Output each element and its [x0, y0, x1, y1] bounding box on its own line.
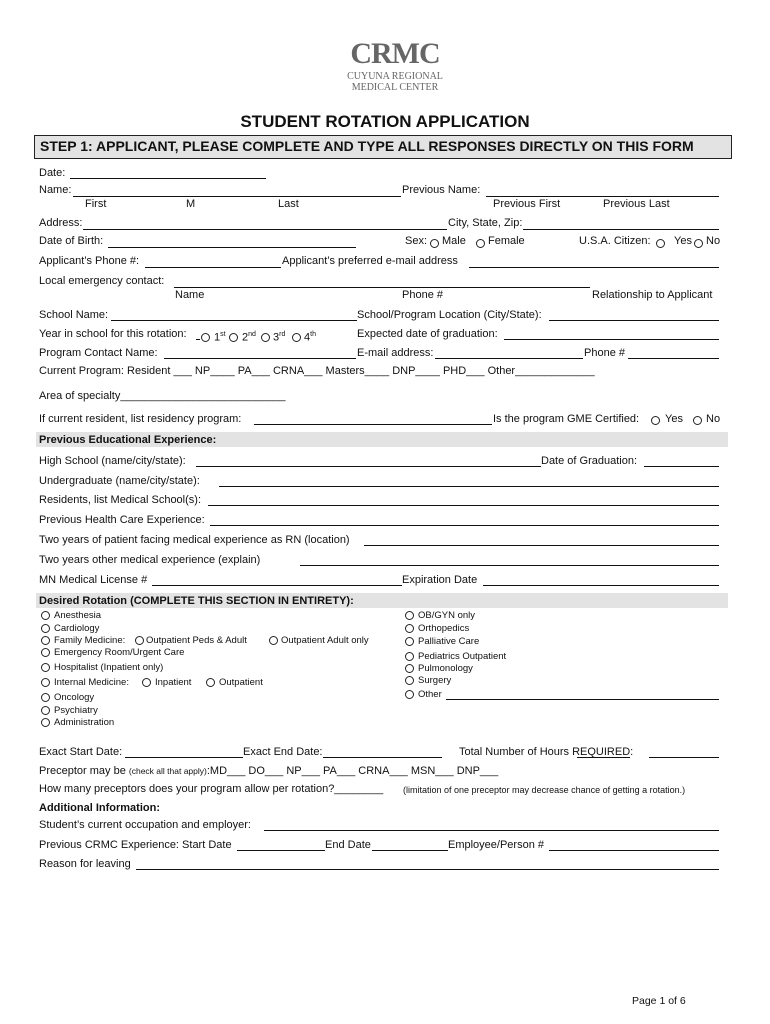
prev-last-caption: Previous Last: [603, 198, 670, 210]
rotation-option-label: Family Medicine:: [54, 635, 126, 646]
prev-crmc-end-field[interactable]: [372, 850, 448, 851]
rotation-option-label: Administration: [54, 717, 115, 728]
rotation-option-radio[interactable]: [41, 706, 50, 715]
female-label: Female: [488, 235, 525, 247]
hs-grad-field[interactable]: [644, 466, 719, 467]
occupation-field[interactable]: [264, 830, 719, 831]
desired-heading: Desired Rotation (COMPLETE THIS SECTION IN ENTIRETY):: [39, 595, 354, 607]
city-field[interactable]: [523, 229, 719, 230]
citizen-label: U.S.A. Citizen:: [579, 235, 651, 247]
license-field[interactable]: [152, 585, 402, 586]
hours-label: Total Number of Hours REQUIRED:: [459, 746, 634, 758]
first-caption: First: [85, 198, 107, 210]
start-date-field[interactable]: [125, 757, 243, 758]
logo-name: CRMC: [350, 37, 440, 70]
school-loc-field[interactable]: [549, 320, 719, 321]
male-label: Male: [442, 235, 466, 247]
preceptor-line[interactable]: [39, 765, 498, 778]
name-field[interactable]: [73, 196, 401, 197]
contact-email-field[interactable]: [435, 358, 583, 359]
how-many-label[interactable]: How many preceptors does your program allow per rotation?________: [39, 783, 384, 795]
current-program[interactable]: Current Program: Resident ___ NP____ PA___ CRNA___ Masters____ DNP____ PHD___ Other_____________: [39, 365, 595, 377]
other-exp-label: Two years other medical experience (explain): [39, 554, 261, 566]
m-caption: M: [186, 198, 196, 210]
last-caption: Last: [278, 198, 299, 210]
med-school-field[interactable]: [208, 505, 719, 506]
expiration-field[interactable]: [483, 585, 719, 586]
contact-phone-field[interactable]: [628, 358, 719, 359]
prev-crmc-start-field[interactable]: [237, 850, 325, 851]
rotation-option-label: Other: [418, 689, 442, 700]
prev-ed-heading: Previous Educational Experience:: [39, 434, 217, 446]
grad-label: Expected date of graduation:: [357, 328, 498, 340]
rotation-option-radio[interactable]: [41, 663, 50, 672]
dob-field[interactable]: [108, 247, 356, 248]
year-line: [196, 339, 200, 340]
rotation-option-radio[interactable]: [41, 636, 50, 645]
hs-grad-label: Date of Graduation:: [541, 455, 638, 467]
fm-outpatient-adult-label: Outpatient Adult only: [281, 635, 369, 646]
rotation-option-label: Orthopedics: [418, 623, 470, 634]
other-rotation-field[interactable]: [446, 699, 719, 700]
contact-email-label: E-mail address:: [357, 347, 434, 359]
rotation-option-radio[interactable]: [41, 648, 50, 657]
med-school-label: Residents, list Medical School(s):: [39, 494, 202, 506]
rotation-option-label: Pediatrics Outpatient: [418, 651, 507, 662]
specialty-field[interactable]: Area of specialty___________________________: [39, 390, 286, 402]
rotation-option-radio[interactable]: [41, 693, 50, 702]
check-all-note: (check all that apply): [128, 766, 207, 776]
date-label: Date:: [39, 167, 66, 179]
rotation-option-radio[interactable]: [405, 624, 414, 633]
limitation-note: (limitation of one preceptor may decrease chance of getting a rotation.): [403, 785, 686, 795]
phone-field[interactable]: [145, 267, 281, 268]
citizen-no-label: No: [706, 235, 721, 247]
logo: [333, 37, 457, 93]
hours-field[interactable]: [649, 757, 719, 758]
sex-label: Sex:: [405, 235, 428, 247]
year4-radio[interactable]: [292, 333, 301, 342]
year3-suffix: rd: [279, 331, 286, 338]
undergrad-field[interactable]: [219, 486, 719, 487]
start-date-label: Exact Start Date:: [39, 746, 123, 758]
reason-field[interactable]: [136, 869, 719, 870]
rotation-option-label: Oncology: [54, 692, 95, 703]
rotation-option-label: Pulmonology: [418, 663, 473, 674]
year1-radio[interactable]: [201, 333, 210, 342]
citizen-no-radio[interactable]: [694, 239, 703, 248]
prev-name-label: Previous Name:: [402, 184, 481, 196]
school-field[interactable]: [111, 320, 357, 321]
rn-exp-field[interactable]: [364, 545, 719, 546]
reason-label: Reason for leaving: [39, 858, 131, 870]
gme-label: Is the program GME Certified:: [493, 413, 640, 425]
rotation-option-radio[interactable]: [405, 676, 414, 685]
year4-label: [304, 328, 316, 345]
health-care-label: Previous Health Care Experience:: [39, 514, 205, 526]
address-label: Address:: [39, 217, 83, 229]
school-loc-label: School/Program Location (City/State):: [357, 309, 542, 321]
undergrad-label: Undergraduate (name/city/state):: [39, 475, 200, 487]
gme-yes-radio[interactable]: [651, 416, 660, 425]
city-label: City, State, Zip:: [448, 217, 523, 229]
em-name-caption: Name: [175, 289, 205, 301]
year-label: Year in school for this rotation:: [39, 328, 187, 340]
year4-number: 4: [304, 331, 311, 344]
health-care-field[interactable]: [210, 525, 719, 526]
rotation-option-label: Internal Medicine:: [54, 677, 129, 688]
rotation-option-label: Hospitalist (Inpatient only): [54, 662, 164, 673]
email-label: Applicant’s preferred e-mail address: [282, 255, 458, 267]
rotation-option-label: Surgery: [418, 675, 452, 686]
rotation-option-radio[interactable]: [405, 637, 414, 646]
preceptor-label: Preceptor may be: [39, 765, 126, 777]
additional-heading: Additional Information:: [39, 802, 160, 814]
contact-label: Program Contact Name:: [39, 347, 158, 359]
fm-outpatient-peds-radio[interactable]: [135, 636, 144, 645]
im-inpatient-radio[interactable]: [142, 678, 151, 687]
prev-crmc-end-label: End Date: [325, 839, 371, 851]
rotation-option-label: Emergency Room/Urgent Care: [54, 647, 185, 658]
contact-phone-label: Phone #: [584, 347, 625, 359]
fm-outpatient-adult-radio[interactable]: [269, 636, 278, 645]
name-label: Name:: [39, 184, 72, 196]
phone-label: Applicant’s Phone #:: [39, 255, 140, 267]
em-phone-caption: Phone #: [402, 289, 443, 301]
page-number: Page 1 of 6: [632, 995, 686, 1007]
end-date-label: Exact End Date:: [243, 746, 323, 758]
logo-line1: CUYUNA REGIONAL: [347, 71, 443, 82]
end-date-field[interactable]: [323, 757, 442, 758]
hs-label: High School (name/city/state):: [39, 455, 186, 467]
address-field[interactable]: [83, 229, 447, 230]
fm-outpatient-peds-label: Outpatient Peds & Adult: [146, 635, 247, 646]
rotation-option-label: Anesthesia: [54, 610, 102, 621]
email-field[interactable]: [469, 267, 719, 268]
rotation-option-radio[interactable]: [41, 678, 50, 687]
page-title: STUDENT ROTATION APPLICATION: [240, 112, 530, 131]
rotation-option-radio[interactable]: [405, 652, 414, 661]
year2-number: 2: [242, 331, 249, 344]
citizen-yes-label: Yes: [674, 235, 692, 247]
rotation-option-label: OB/GYN only: [418, 610, 476, 621]
year4-suffix: th: [310, 331, 316, 338]
female-radio[interactable]: [476, 239, 485, 248]
logo-line2: MEDICAL CENTER: [351, 82, 439, 93]
rotation-option-radio[interactable]: [41, 624, 50, 633]
prev-first-caption: Previous First: [493, 198, 561, 210]
year1-number: 1: [214, 331, 221, 344]
rotation-option-label: Palliative Care: [418, 636, 480, 647]
male-radio[interactable]: [430, 239, 439, 248]
school-label: School Name:: [39, 309, 109, 321]
year2-radio[interactable]: [229, 333, 238, 342]
rotation-option-radio[interactable]: [405, 690, 414, 699]
rotation-option-radio[interactable]: [405, 611, 414, 620]
gme-no-radio[interactable]: [693, 416, 702, 425]
im-outpatient-label: Outpatient: [219, 677, 263, 688]
rotation-option-radio[interactable]: [41, 718, 50, 727]
year1-label: [214, 328, 226, 345]
contact-field[interactable]: [164, 358, 356, 359]
license-label: MN Medical License #: [39, 574, 148, 586]
year2-suffix: nd: [248, 331, 256, 338]
year2-label: [242, 328, 256, 345]
im-inpatient-label: Inpatient: [155, 677, 192, 688]
employee-label: Employee/Person #: [448, 839, 544, 851]
other-exp-field[interactable]: [300, 565, 719, 566]
employee-field[interactable]: [549, 850, 719, 851]
date-field[interactable]: [70, 178, 266, 179]
im-outpatient-radio[interactable]: [206, 678, 215, 687]
required-underline: [577, 757, 630, 758]
prev-name-field[interactable]: [486, 196, 719, 197]
rotation-option-label: Cardiology: [54, 623, 100, 634]
year3-number: 3: [273, 331, 280, 344]
preceptor-types: :MD___ DO___ NP___ PA___ CRNA___ MSN___ DNP___: [206, 765, 499, 777]
citizen-yes-radio[interactable]: [656, 239, 665, 248]
residency-field[interactable]: [254, 424, 492, 425]
residency-label: If current resident, list residency program:: [39, 413, 242, 425]
gme-no-label: No: [706, 413, 721, 425]
occupation-label: Student’s current occupation and employer:: [39, 819, 251, 831]
rn-exp-label: Two years of patient facing medical experience as RN (location): [39, 534, 350, 546]
step1-heading: STEP 1: APPLICANT, PLEASE COMPLETE AND TYPE ALL RESPONSES DIRECTLY ON THIS FORM: [40, 138, 694, 154]
emergency-field[interactable]: [174, 287, 590, 288]
prev-crmc-label: Previous CRMC Experience: Start Date: [39, 839, 232, 851]
gme-yes-label: Yes: [665, 413, 683, 425]
em-rel-caption: Relationship to Applicant: [592, 289, 713, 301]
dob-label: Date of Birth:: [39, 235, 104, 247]
rotation-option-radio[interactable]: [41, 611, 50, 620]
hs-field[interactable]: [196, 466, 541, 467]
year1-suffix: st: [220, 331, 226, 338]
grad-field[interactable]: [504, 339, 719, 340]
year3-radio[interactable]: [261, 333, 270, 342]
rotation-option-label: Psychiatry: [54, 705, 98, 716]
emergency-label: Local emergency contact:: [39, 275, 165, 287]
year3-label: [273, 328, 285, 345]
expiration-label: Expiration Date: [402, 574, 478, 586]
rotation-option-radio[interactable]: [405, 664, 414, 673]
